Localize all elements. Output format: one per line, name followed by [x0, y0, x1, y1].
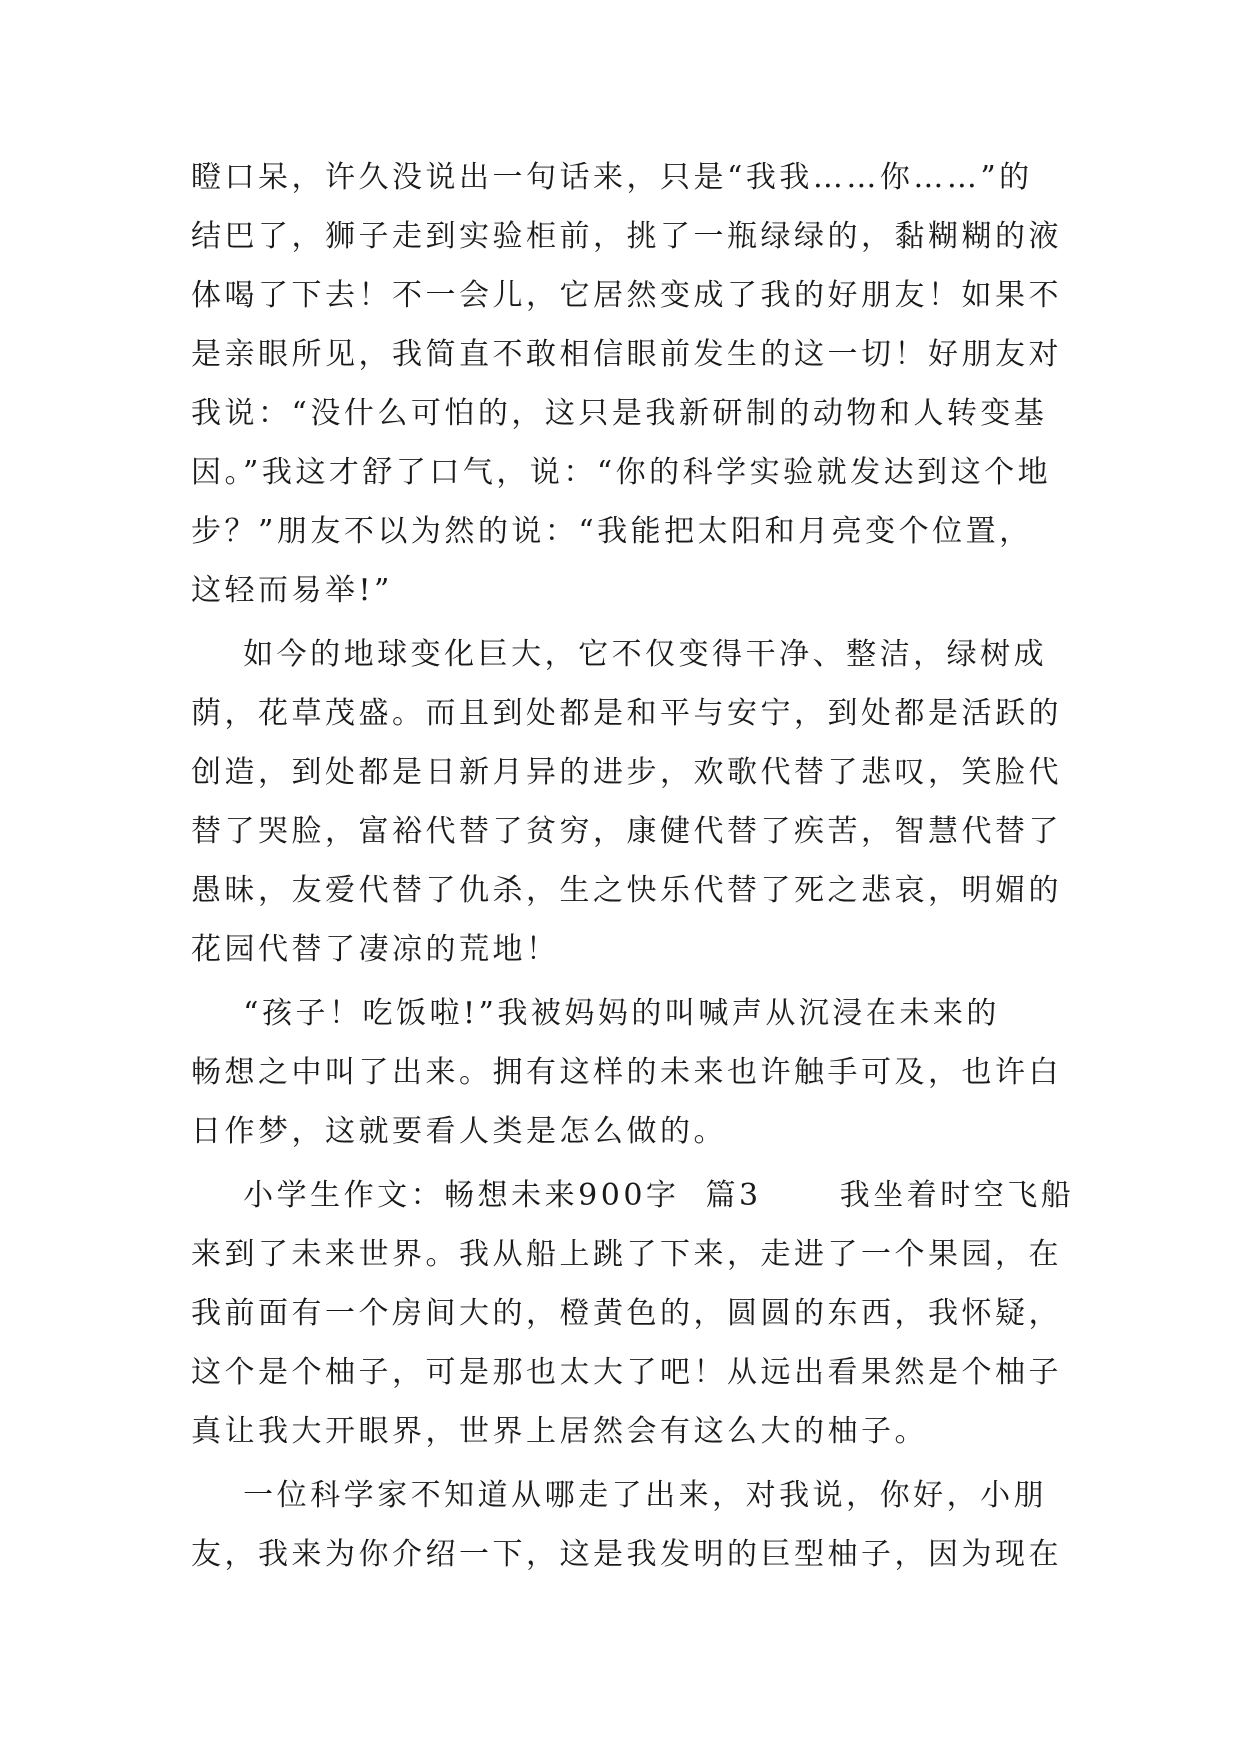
- text-line: 愚昧，友爱代替了仇杀，生之快乐代替了死之悲哀，明媚的: [191, 873, 1062, 908]
- text-line: 荫，花草茂盛。而且到处都是和平与安宁，到处都是活跃的: [191, 696, 1062, 731]
- text-line: 因。”我这才舒了口气，说：“你的科学实验就发达到这个地: [191, 455, 1052, 490]
- text-line: 这轻而易举!”: [191, 573, 393, 608]
- text-line: 日作梦，这就要看人类是怎么做的。: [191, 1114, 727, 1149]
- text-line: 真让我大开眼界，世界上居然会有这么大的柚子。: [191, 1414, 928, 1449]
- text-line: 瞪口呆，许久没说出一句话来，只是“我我……你……”的: [191, 160, 1033, 195]
- text-line: 这个是个柚子，可是那也太大了吧！从远出看果然是个柚子: [191, 1355, 1062, 1390]
- text-line: 畅想之中叫了出来。拥有这样的未来也许触手可及，也许白: [191, 1055, 1062, 1090]
- text-line: 一位科学家不知道从哪走了出来，对我说，你好，小朋: [191, 1478, 1048, 1513]
- text-line: 友，我来为你介绍一下，这是我发明的巨型柚子，因为现在: [191, 1537, 1062, 1572]
- text-line: 创造，到处都是日新月异的进步，欢歌代替了悲叹，笑脸代: [191, 755, 1062, 790]
- text-line: 替了哭脸，富裕代替了贫穷，康健代替了疾苦，智慧代替了: [191, 814, 1062, 849]
- document-body: [191, 158, 1075, 1594]
- text-line: 如今的地球变化巨大，它不仅变得干净、整洁，绿树成: [191, 637, 1048, 672]
- text-line: “孩子！吃饭啦!”我被妈妈的叫喊声从沉浸在未来的: [191, 996, 1000, 1031]
- text-line: 我说：“没什么可怕的，这只是我新研制的动物和人转变基: [191, 396, 1048, 431]
- text-line: 我前面有一个房间大的，橙黄色的，圆圆的东西，我怀疑，: [191, 1296, 1062, 1331]
- text-line: 步？”朋友不以为然的说：“我能把太阳和月亮变个位置，: [191, 514, 1033, 549]
- text-line: 结巴了，狮子走到实验柜前，挑了一瓶绿绿的，黏糊糊的液: [191, 219, 1062, 254]
- text-line: 花园代替了凄凉的荒地！: [191, 932, 560, 967]
- text-line: 小学生作文：畅想未来900字 篇3 我坐着时空飞船: [191, 1178, 1075, 1213]
- text-line: 体喝了下去！不一会儿，它居然变成了我的好朋友！如果不: [191, 278, 1062, 313]
- text-line: 是亲眼所见，我简直不敢相信眼前发生的这一切！好朋友对: [191, 337, 1062, 372]
- text-line: 来到了未来世界。我从船上跳了下来，走进了一个果园，在: [191, 1237, 1062, 1272]
